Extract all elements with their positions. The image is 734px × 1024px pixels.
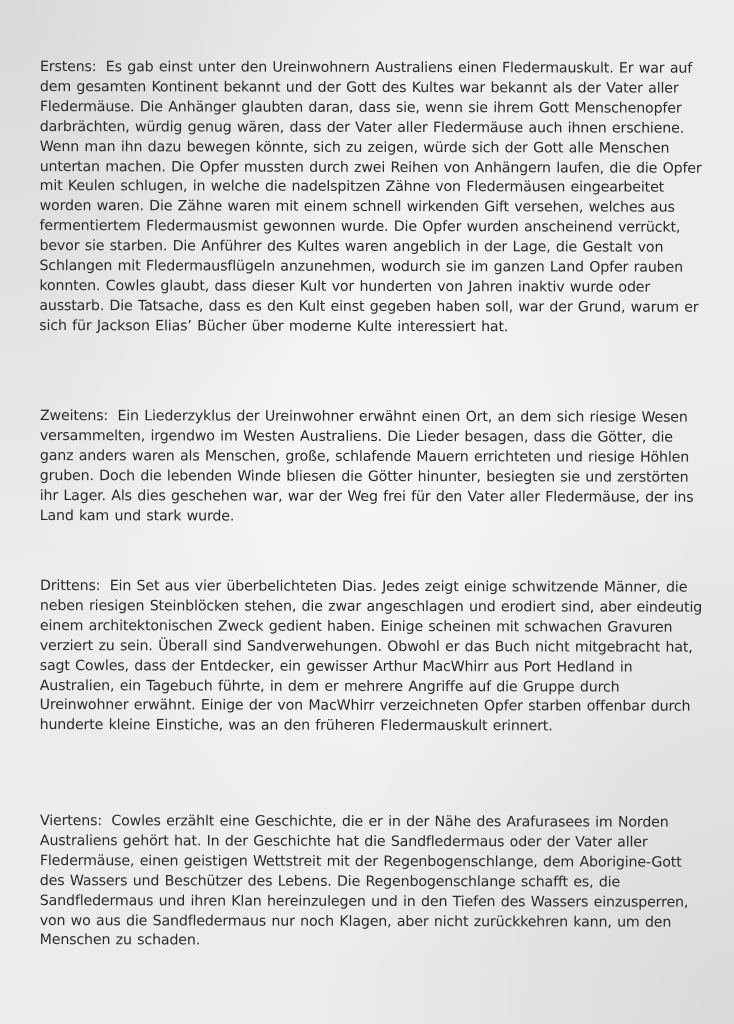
paragraph-body-drittens: Ein Set aus vier überbelichteten Dias. Jedes zeigt einige schwitzende Männer, die neben riesigen Steinblöcken stehen, die zwar angeschlagen und erodiert sind, aber eindeutig einem architektonischen Zweck gedient haben. Einige scheinen mit schwachen Gravuren verziert zu sein. Überall sind Sandverwehungen. Obwohl er das Buch nicht mitgebracht hat, sagt Cowles, dass der Entdecker, ein gewisser Arthur MacWhirr aus Port Hedland in Australien, ein Tagebuch führte, in dem er mehrere Angriffe auf die Gruppe durch Ureinwohner erwähnt. Einige der von MacWhirr verzeichneten Opfer starben offenbar durch hunderte kleine Einstiche, was an den früheren Fledermauskult erinnert. <box>39 578 703 735</box>
paragraph-lead-erstens: Erstens: <box>39 58 97 76</box>
paragraph-zweitens <box>40 407 706 528</box>
paragraph-viertens <box>40 812 706 953</box>
paragraph-drittens <box>40 577 706 738</box>
paragraph-body-viertens: Cowles erzählt eine Geschichte, die er in der Nähe des Arafurasees im Norden Australiens gehört hat. In der Geschichte hat die Sandfledermaus oder der Vater aller Fledermäuse, einen geistigen Wettstreit mit der Regenbogenschlange, dem Aborigine-Gott des Wassers und Beschützer des Lebens. Die Regenbogenschlange schafft es, die Sandfledermaus und ihren Klan hereinzulegen und in den Tiefen des Wassers einzusperren, von wo aus die Sandfledermaus nur noch Klagen, aber nicht zurückkehren kann, um den Menschen zu schaden. <box>39 813 689 949</box>
paragraph-lead-zweitens: Zweitens: <box>39 408 109 425</box>
paragraph-lead-drittens: Drittens: <box>39 578 101 595</box>
paragraph-erstens <box>39 58 706 338</box>
paragraph-lead-viertens: Viertens: <box>39 813 103 830</box>
paragraph-body-erstens: Es gab einst unter den Ureinwohnern Australiens einen Fledermauskult. Er war auf dem gesamten Kontinent bekannt und der Gott des Kultes war bekannt als der Vater aller Fledermäuse. Die Anhänger glaubten daran, dass sie, wenn sie ihrem Gott Menschenopfer darbrächten, würdig genug wären, dass der Vater aller Fledermäuse auch ihnen erschiene. Wenn man ihn dazu bewegen könnte, sich zu zeigen, würde sich der Gott alle Menschen untertan machen. Die Opfer mussten durch zwei Reihen von Anhängern laufen, die die Opfer mit Keulen schlugen, in welche die nadelspitzen Zähne von Fledermäusen eingearbeitet worden waren. Die Zähne waren mit einem schnell wirkenden Gift versehen, welches aus fermentiertem Fledermausmist gewonnen wurde. Die Opfer wurden anscheinend verrückt, bevor sie starben. Die Anführer des Kultes waren angeblich in der Lage, die Gestalt von Schlangen mit Fledermausflügeln anzunehmen, wodurch sie im ganzen Land Opfer rauben konnten. Cowles glaubt, dass dieser Kult vor hunderten von Jahren inaktiv wurde oder ausstarb. Die Tatsache, dass es den Kult einst gegeben haben soll, war der Grund, warum er sich für Jackson Elias’ Bücher über moderne Kulte interessiert hat. <box>39 59 702 336</box>
paragraph-body-zweitens: Ein Liederzyklus der Ureinwohner erwähnt einen Ort, an dem sich riesige Wesen versammelten, irgendwo im Westen Australiens. Die Lieder besagen, dass die Götter, die ganz anders waren als Menschen, große, schlafende Mauern errichteten und riesige Höhlen gruben. Doch die lebenden Winde bliesen die Götter hinunter, besiegten sie und zerstörten ihr Lager. Als dies geschehen war, war der Weg frei für den Vater aller Fledermäuse, der ins Land kam und stark wurde. <box>39 408 694 525</box>
